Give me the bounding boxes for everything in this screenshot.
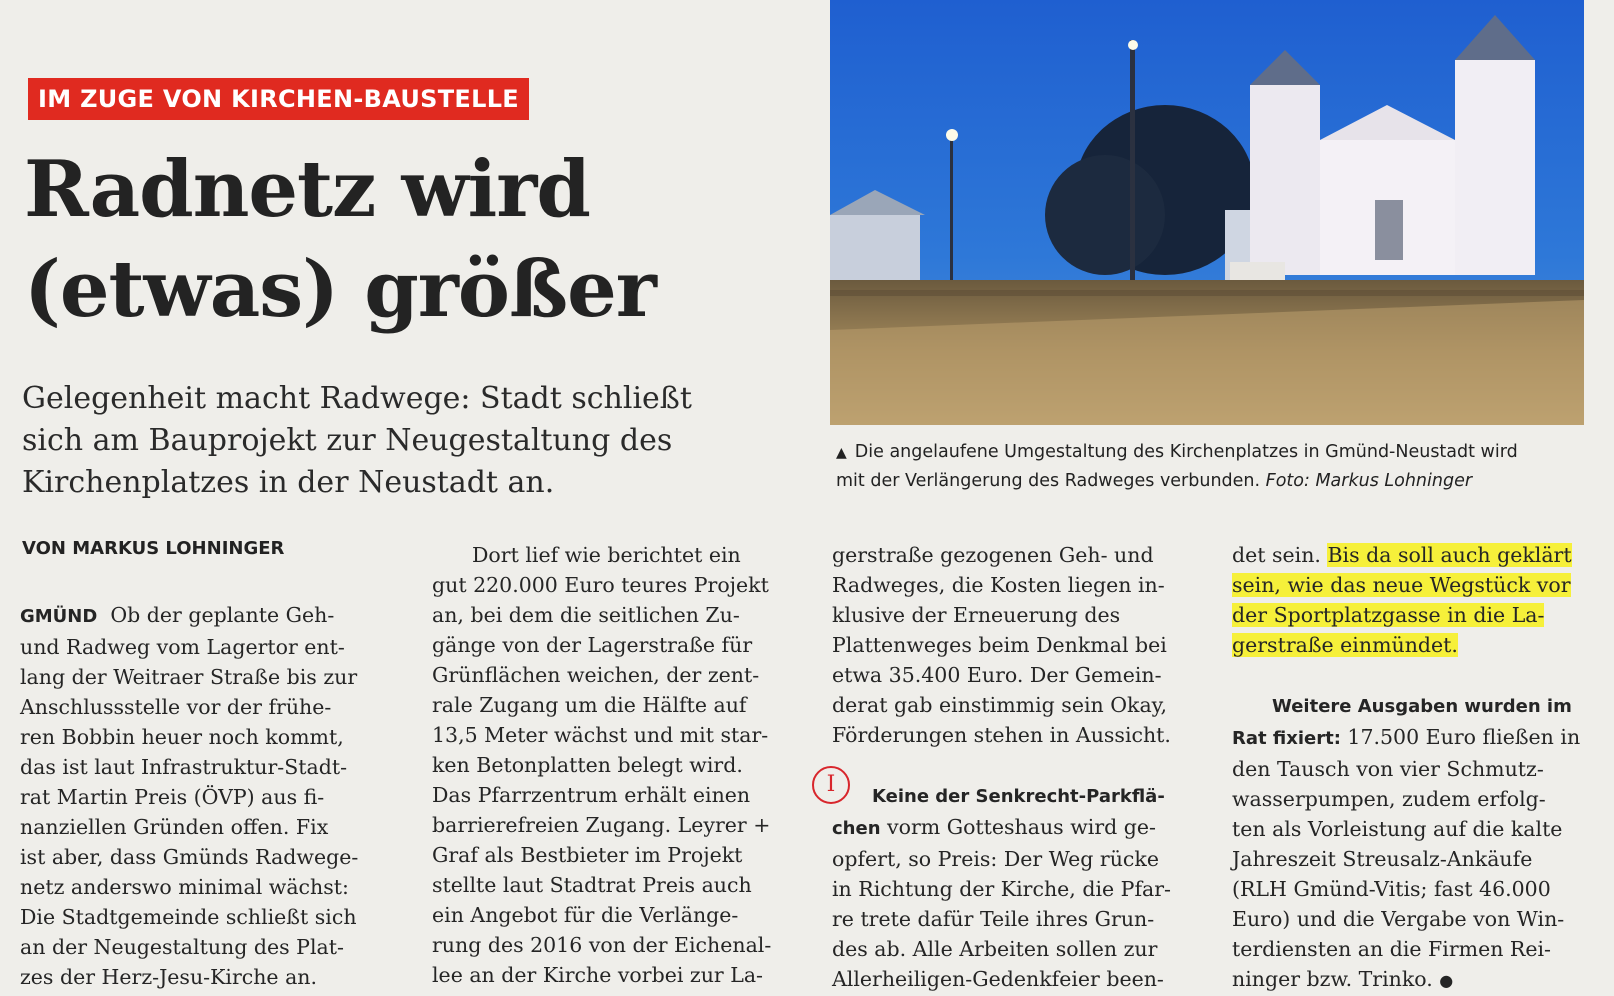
text-line: Graf als Bestbieter im Projekt (432, 843, 743, 867)
article-column-3 (832, 540, 1207, 994)
text-line: in Richtung der Kirche, die Pfar- (832, 877, 1171, 901)
text-line: etwa 35.400 Euro. Der Gemein- (832, 663, 1162, 687)
text-line: an der Neugestaltung des Plat- (20, 935, 344, 959)
headline-line: Radnetz wird (24, 144, 590, 235)
text-line: vorm Gotteshaus wird ge- (880, 815, 1156, 839)
text-line: ninger bzw. Trinko. (1232, 967, 1433, 991)
end-mark-icon: ● (1439, 971, 1454, 990)
text-line: und Radweg vom Lagertor ent- (20, 635, 345, 659)
text-line: re trete dafür Teile ihres Grun- (832, 907, 1155, 931)
caption-line: Die angelaufene Umgestaltung des Kirchenplatzes in Gmünd-Neustadt wird (854, 442, 1518, 462)
text-line: ein Angebot für die Verlänge- (432, 903, 739, 927)
article-column-1 (20, 600, 390, 992)
text-line: Das Pfarrzentrum erhält einen (432, 783, 751, 807)
text-line: stellte laut Stadtrat Preis auch (432, 873, 752, 897)
text-line: des ab. Alle Arbeiten sollen zur (832, 937, 1158, 961)
article-column-2 (432, 540, 807, 990)
text-line: an, bei dem die seitlichen Zu- (432, 603, 740, 627)
subhead-lead: Weitere Ausgaben wurden im (1272, 696, 1572, 717)
text-line: zes der Herz-Jesu-Kirche an. (20, 965, 318, 989)
text-line: rat Martin Preis (ÖVP) aus fi- (20, 785, 325, 809)
text-line: Plattenweges beim Denkmal bei (832, 633, 1167, 657)
text-line: Jahreszeit Streusalz-Ankäufe (1232, 847, 1533, 871)
text-line: rung des 2016 von der Eichenal- (432, 933, 772, 957)
text-line: Radweges, die Kosten liegen in- (832, 573, 1165, 597)
headline-line: (etwas) größer (24, 244, 656, 335)
text-line: Grünflächen weichen, der zent- (432, 663, 760, 687)
lead-line: Gelegenheit macht Radwege: Stadt schließt (22, 381, 692, 416)
text-line: 13,5 Meter wächst und mit star- (432, 723, 769, 747)
text-line: lee an der Kirche vorbei zur La- (432, 963, 763, 987)
text-line: klusive der Erneuerung des (832, 603, 1121, 627)
text-line: nanziellen Gründen offen. Fix (20, 815, 329, 839)
handwritten-mark: I (812, 766, 850, 804)
text-line: Die Stadtgemeinde schließt sich (20, 905, 357, 929)
text-line: barrierefreien Zugang. Leyrer + (432, 813, 771, 837)
lead-line: Kirchenplatzes in der Neustadt an. (22, 465, 555, 500)
dateline: GMÜND (20, 606, 98, 627)
text-line: ren Bobbin heuer noch kommt, (20, 725, 344, 749)
text-line: ist aber, dass Gmünds Radwege- (20, 845, 359, 869)
article-column-4 (1232, 540, 1602, 996)
highlighted-text: der Sportplatzgasse in die La- (1232, 603, 1545, 627)
text-line: netz anderswo minimal wächst: (20, 875, 349, 899)
text-line: gänge von der Lagerstraße für (432, 633, 753, 657)
text-line: ken Betonplatten belegt wird. (432, 753, 743, 777)
text-line: lang der Weitraer Straße bis zur (20, 665, 358, 689)
text-line: gut 220.000 Euro teures Projekt (432, 573, 769, 597)
subhead-lead: chen (832, 818, 881, 839)
text-line: 17.500 Euro fließen in (1340, 725, 1581, 749)
text-line: gerstraße gezogenen Geh- und (832, 543, 1154, 567)
text-line: Anschlussstelle vor der frühe- (20, 695, 332, 719)
text-line: Euro) und die Vergabe von Win- (1232, 907, 1565, 931)
text-line: den Tausch von vier Schmutz- (1232, 757, 1544, 781)
highlighted-text: Bis da soll auch geklärt (1327, 543, 1572, 567)
church-square-photo (830, 0, 1584, 425)
photo-caption (836, 438, 1596, 495)
caption-line: mit der Verlängerung des Radweges verbunden. (836, 471, 1261, 491)
text-line: wasserpumpen, zudem erfolg- (1232, 787, 1546, 811)
headline (24, 140, 784, 340)
text-line: (RLH Gmünd-Vitis; fast 46.000 (1232, 877, 1551, 901)
text-line: rale Zugang um die Hälfte auf (432, 693, 747, 717)
photo-credit: Foto: Markus Lohninger (1265, 471, 1473, 491)
text-line: Ob der geplante Geh- (110, 603, 335, 627)
text-line: derat gab einstimmig sein Okay, (832, 693, 1168, 717)
text-line: Allerheiligen-Gedenkfeier been- (832, 967, 1164, 991)
byline: VON MARKUS LOHNINGER (22, 538, 285, 559)
caption-marker-icon: ▲ (836, 445, 847, 461)
kicker-label: IM ZUGE VON KIRCHEN-BAUSTELLE (28, 78, 529, 120)
text-line: opfert, so Preis: Der Weg rücke (832, 847, 1159, 871)
subhead-lead: Keine der Senkrecht-Parkflä- (872, 786, 1165, 807)
text-line: terdiensten an die Firmen Rei- (1232, 937, 1551, 961)
highlighted-text: gerstraße einmündet. (1232, 633, 1458, 657)
text-line: Dort lief wie berichtet ein (472, 543, 741, 567)
lead-line: sich am Bauprojekt zur Neugestaltung des (22, 423, 673, 458)
subhead-lead: Rat fixiert: (1232, 728, 1341, 749)
text-line: det sein. (1232, 543, 1328, 567)
lead-paragraph (22, 378, 812, 504)
text-line: Förderungen stehen in Aussicht. (832, 723, 1171, 747)
text-line: ten als Vorleistung auf die kalte (1232, 817, 1563, 841)
highlighted-text: sein, wie das neue Wegstück vor (1232, 573, 1571, 597)
text-line: das ist laut Infrastruktur-Stadt- (20, 755, 347, 779)
